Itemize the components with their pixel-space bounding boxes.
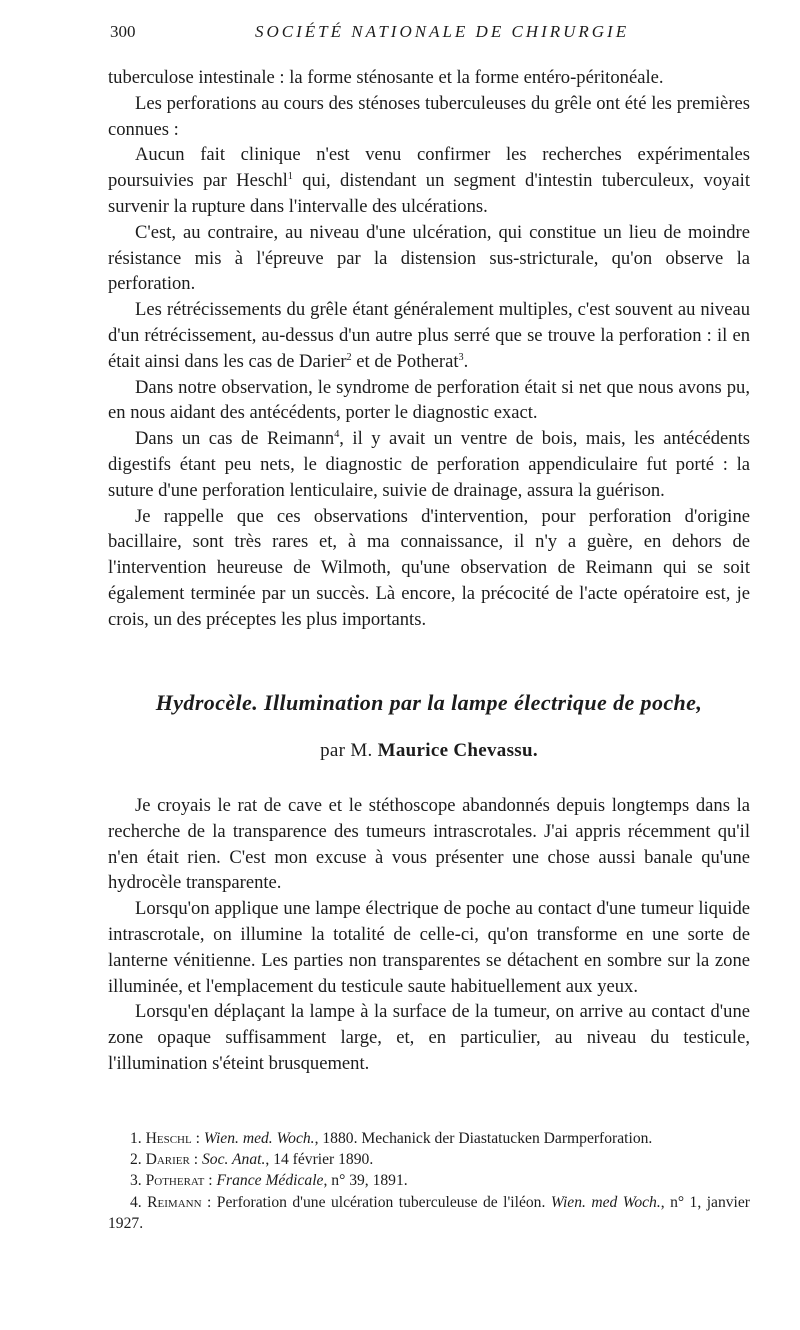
- footnote: [108, 1192, 750, 1234]
- text-run: Les rétrécissements du grêle étant généralement multiples, c'est souvent au niveau d'un rétrécissement, au-dessus d'un autre plus serré que se trouve la perforation : il en était ainsi dans les cas de Darier: [108, 299, 750, 372]
- footnote-ref[interactable]: 1: [287, 171, 293, 182]
- article-body: [108, 793, 750, 1077]
- running-head: [110, 22, 750, 46]
- footnote-source: Wien. med Woch.: [550, 1193, 661, 1211]
- footnote-number: 2.: [130, 1151, 146, 1169]
- footnote-author: Heschl: [145, 1130, 192, 1147]
- footnote: [108, 1170, 750, 1191]
- footnote-author: Potherat: [145, 1172, 205, 1190]
- text-run: Dans un cas de Reimann: [135, 428, 335, 450]
- footnote-source: France Médicale: [216, 1172, 324, 1190]
- footnote-detail: , 1880. Mechanick der Diastatucken Darmperforation.: [314, 1130, 653, 1147]
- byline: [108, 740, 750, 762]
- byline-prefix: par M.: [320, 740, 378, 761]
- footnote-separator: :: [204, 1172, 217, 1190]
- paragraph: [108, 142, 750, 219]
- footnote-detail: , 14 février 1890.: [265, 1151, 374, 1169]
- page-number: 300: [110, 22, 136, 41]
- paragraph: [108, 426, 750, 503]
- footnote-number: 1.: [130, 1130, 146, 1147]
- footnote-source: Wien. med. Woch.: [203, 1130, 315, 1147]
- footnote-author: Reimann: [147, 1193, 202, 1211]
- footnote-text: Perforation d'une ulcération tuberculeuse de l'iléon.: [216, 1193, 551, 1211]
- paragraph: Je rappelle que ces observations d'intervention, pour perforation d'origine bacillaire, sont très rares et, à ma connaissance, il n'y a guère, en dehors de l'intervention heureuse de Wilmoth, qu'une observation de Reimann qui se soit également terminée par un succès. Là encore, la précocité de l'acte opératoire est, je crois, un des préceptes les plus importants.: [108, 505, 750, 630]
- footnote-detail: , n° 39, 1891.: [323, 1172, 408, 1190]
- paragraph: Je croyais le rat de cave et le stéthoscope abandonnés depuis longtemps dans la recherche de la transparence des tumeurs intrascrotales. J'ai appris récemment qu'il n'en était rien. C'est mon excuse à vous présenter une chose aussi banale qu'une hydrocèle transparente.: [108, 795, 750, 894]
- article-title: Hydrocèle. Illumination par la lampe électrique de poche,: [155, 690, 703, 715]
- footnote-source: Soc. Anat.: [202, 1151, 266, 1169]
- footnote-number: 3.: [130, 1172, 146, 1190]
- footnote-author: Darier: [145, 1151, 190, 1169]
- paragraph: Lorsqu'en déplaçant la lampe à la surface de la tumeur, on arrive au contact d'une zone opaque suffisamment large, et, en particulier, au niveau du testicule, l'illumination s'éteint brusquement.: [108, 1001, 750, 1074]
- paragraph: Les perforations au cours des sténoses tuberculeuses du grêle ont été les premières connues :: [108, 92, 750, 140]
- paragraph: [108, 297, 750, 374]
- footnote: [108, 1149, 750, 1170]
- footnotes: [108, 1128, 750, 1234]
- paragraph: C'est, au contraire, au niveau d'une ulcération, qui constitue un lieu de moindre résistance mis à l'épreuve par la distension sus-stricturale, qu'on observe la perforation.: [108, 221, 750, 295]
- footnote-ref[interactable]: 3: [458, 351, 464, 363]
- text-run: qui, distendant un segment d'intestin tuberculeux, voyait survenir la rupture dans l'intervalle des ulcérations.: [108, 170, 750, 217]
- text-run: .: [463, 350, 469, 372]
- author-name: Maurice Chevassu.: [377, 740, 538, 761]
- previous-article-text: [108, 65, 750, 633]
- text-run: , il y avait un ventre de bois, mais, les antécédents digestifs étant peu nets, le diagnostic de perforation appendiculaire fut porté : la suture d'une perforation lenticulaire, suivie de drainage, assura la guérison.: [108, 428, 750, 501]
- footnote-ref[interactable]: 4: [334, 428, 340, 440]
- footnote-separator: :: [191, 1130, 204, 1147]
- paragraph: Dans notre observation, le syndrome de perforation était si net que nous avons pu, en nous aidant des antécédents, porter le diagnostic exact.: [108, 376, 750, 424]
- footnote-number: 4.: [130, 1193, 148, 1211]
- text-run: Aucun fait clinique n'est venu confirmer les recherches expérimentales poursuivies par Heschl: [108, 144, 750, 192]
- paragraph: Lorsqu'on applique une lampe électrique de poche au contact d'une tumeur liquide intrascrotale, on illumine la totalité de celle-ci, qu'on transforme en une sorte de lanterne vénitienne. Les parties non transparentes se détachent en sombre sur la zone illuminée, et l'emplacement du testicule saute habituellement aux yeux.: [108, 898, 750, 997]
- footnote-separator: :: [189, 1151, 202, 1169]
- footnote: [108, 1128, 750, 1149]
- text-run: et de Potherat: [351, 350, 459, 372]
- paragraph: tuberculose intestinale : la forme sténosante et la forme entéro-péritonéale.: [108, 67, 664, 88]
- footnote-ref[interactable]: 2: [346, 351, 352, 363]
- footnote-separator: :: [201, 1193, 217, 1211]
- journal-title: SOCIÉTÉ NATIONALE DE CHIRURGIE: [255, 22, 630, 41]
- footnote-detail: , n° 1, janvier 1927.: [108, 1193, 750, 1232]
